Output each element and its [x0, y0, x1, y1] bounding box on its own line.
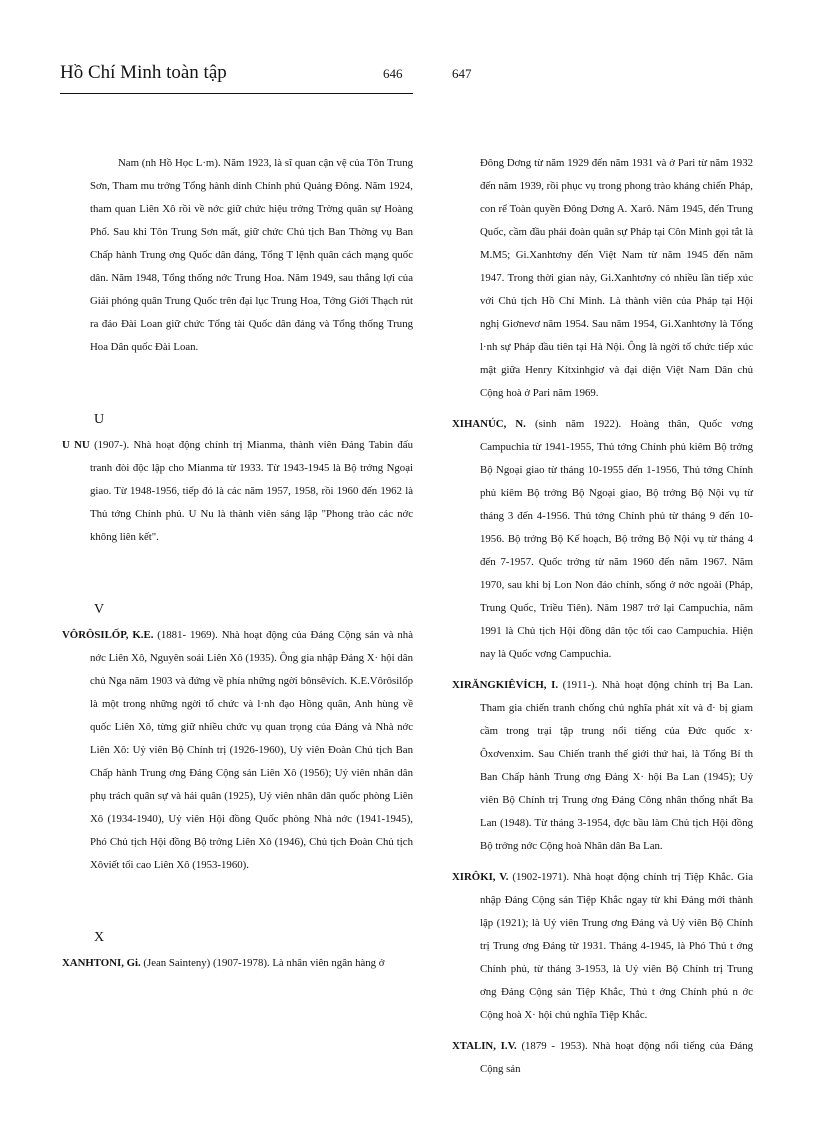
left-page-number: 646 [383, 66, 403, 81]
left-column [62, 152, 413, 975]
section-letter-u: U [94, 412, 105, 427]
entry-text: (1911-). Nhà hoạt động chính trị Ba Lan. Tham gia chiến tranh chống chủ nghĩa phát xít và đ· bị giam cầm trong trại tập trung nổi tiếng của Đức quốc x· Ôxơvenxim. Sau Chiến tranh thế giới thứ hai, là Tổng Bí th Ban Chấp hành Trung ơng Đảng X· hội Ba Lan (1945); Uỷ viên Bộ Chính trị Trung ơng Đảng Công nhân thống nhất Ba Lan (1948). Từ tháng 3-1954, đợc bầu làm Chủ tịch Hội đồng Bộ trởng nớc Cộng hoà Nhân dân Ba Lan. [480, 679, 753, 852]
section-letter-v: V [94, 602, 105, 617]
entry-name: XANHTONI, Gi. [62, 957, 141, 969]
right-continuation-text: Đông Dơng từ năm 1929 đến năm 1931 và ở Pari từ năm 1932 đến năm 1939, rồi phục vụ trong phong trào kháng chiến Pháp, con rể Toàn quyền Đông Dơng A. Xarô. Năm 1945, đến Trung Quốc, cầm đầu phái đoàn quân sự Pháp tại Côn Minh gọi tắt là M.M5; Gi.Xanhtơny đến Việt Nam từ năm 1945 đến năm 1947. Trong thời gian này, Gi.Xanhtơny có nhiều lần tiếp xúc với Chủ tịch Hồ Chí Minh. Là thành viên của Pháp tại Hội nghị Giơnevơ năm 1954. Sau năm 1954, Gi.Xanhtơny là Tổng l·nh sự Pháp đầu tiên tại Hà Nội. Ông là ngời tổ chức tiếp xúc mật giữa Henry Kítxinhgiơ và đại diện Việt Nam Dân chủ Cộng hoà ở Pari năm 1969. [480, 157, 753, 399]
left-continuation-text: Nam (nh Hồ Học L·m). Năm 1923, là sĩ quan cận vệ của Tôn Trung Sơn, Tham mu trởng Tổng hành dinh Chính phủ Quảng Đông. Năm 1924, tham quan Liên Xô rồi về nớc giữ chức hiệu trởng Trờng quân sự Hoàng Phố. Sau khi Tôn Trung Sơn mất, giữ chức Chủ tịch Ban Thờng vụ Ban Chấp hành Trung ơng Quốc dân đảng, Tổng T lệnh quân cách mạng quốc dân. Năm 1948, Tổng thống nớc Trung Hoa. Năm 1949, sau thắng lợi của Giải phóng quân Trung Quốc trên đại lục Trung Hoa, Tởng Giới Thạch rút ra đảo Đài Loan giữ chức Tổng tài Quốc dân đảng và Tổng thống Trung Hoa Dân quốc Đài Loan. [90, 157, 413, 353]
entry-u-nu [62, 434, 413, 549]
entry-text: (1902-1971). Nhà hoạt động chính trị Tiệp Khắc. Gia nhập Đảng Cộng sản Tiệp Khắc ngay từ khi Đảng mới thành lập (1921); là Uỷ viên Trung ơng Đảng và Uỷ viên Bộ Chính trị Trung ơng Đảng từ 1931. Tháng 4-1945, là Phó Thủ t ớng Chính phủ, từ tháng 3-1953, là Uỷ viên Bộ Chính trị Trung ơng Đảng Cộng sản Tiệp Khắc, Thủ t ớng Chính phủ n ớc Cộng hoà X· hội chủ nghĩa Tiệp Khắc. [480, 871, 754, 1021]
entry-name: U NU [62, 439, 90, 451]
right-page-number: 647 [452, 66, 472, 81]
entry-name: XIRĂNGKIÊVÍCH, I. [452, 679, 559, 691]
entry-text: (1907-). Nhà hoạt động chính trị Mianma, thành viên Đảng Tabin đấu tranh đòi độc lập cho Mianma từ 1933. Từ 1943-1945 là Bộ trởng Ngoại giao. Từ 1948-1956, tiếp đó là các năm 1957, 1958, rồi 1960 đến 1962 là Thủ tớng Chính phủ. U Nu là thành viên sáng lập "Phong trào các nớc không liên kết". [89, 439, 413, 543]
entry-text: (Jean Sainteny) (1907-1978). Là nhân viên ngân hàng ở [140, 957, 385, 969]
entry-text: (sinh năm 1922). Hoàng thân, Quốc vơng Campuchia từ 1941-1955, Thủ tớng Chính phủ kiêm Bộ trởng Bộ Ngoại giao từ tháng 10-1955 đến 1-1956, Thủ tớng Chính phủ kiêm Bộ trởng Bộ Ngoại giao, Bộ trởng Bộ Nội vụ từ tháng 3 đến 4-1956. Thủ tớng Chính phủ từ tháng 9 đến 10-1956. Bộ trởng Bộ Kế hoạch, Bộ trởng Bộ Nội vụ từ tháng 4 đến 7-1957. Quốc trởng từ năm 1960 đến năm 1967. Năm 1970, sau khi bị Lon Non đảo chính, sống ở nớc ngoài (Pháp, Trung Quốc, Triều Tiên). Năm 1987 trở lại Campuchia, năm 1991 là Chủ tịch Hội đồng dân tộc tối cao Campuchia. Hiện nay là Quốc vơng Campuchia. [480, 418, 753, 660]
right-column [452, 152, 754, 1081]
entry-name: XIRÔKI, V. [452, 871, 509, 883]
entry-name: VÔRÔSILỐP, K.E. [62, 629, 154, 641]
entry-name: XIHANÚC, N. [452, 418, 526, 430]
entry-name: XTALIN, I.V. [452, 1040, 517, 1052]
entry-xtalin [452, 1035, 753, 1081]
entry-text: (1879 - 1953). Nhà hoạt động nổi tiếng của Đảng Cộng sản [480, 1040, 753, 1075]
entry-xirangkievich [452, 674, 753, 858]
book-title: Hồ Chí Minh toàn tập [60, 62, 227, 83]
entry-xiroki [452, 866, 753, 1027]
entry-xanhtoni [62, 952, 413, 975]
section-letter-x: X [94, 930, 105, 945]
entry-xihanuc [452, 413, 753, 666]
entry-vorosilop [62, 624, 413, 877]
entry-text: (1881- 1969). Nhà hoạt động của Đảng Cộng sản và nhà nớc Liên Xô, Nguyên soái Liên Xô (1935). Ông gia nhập Đảng X· hội dân chủ Nga năm 1903 và đứng về phía những ngời bônsêvích. K.E.Vôrôsilốp là một trong những ngời tổ chức và l·nh đạo Hồng quân, Anh hùng về quốc Liên Xô, từng giữ nhiều chức vụ quan trọng của Đảng và Nhà nớc Liên Xô: Uỷ viên Bộ Chính trị (1926-1960), Uỷ viên Đoàn Chủ tịch Ban Chấp hành Trung ơng Đảng Cộng sản Liên Xô (1956); Uỷ viên nhân dân phụ trách quân sự và hải quân (1925), Uỷ viên nhân dân quốc phòng Liên Xô (1934-1940), Uỷ viên Hội đồng Quốc phòng Nhà nớc (1941-1945), Phó Chủ tịch Hội đồng Bộ trởng Liên Xô (1946), Chủ tịch Đoàn Chủ tịch Xôviết tối cao Liên Xô (1953-1960). [90, 629, 413, 871]
header-rule [60, 93, 413, 94]
